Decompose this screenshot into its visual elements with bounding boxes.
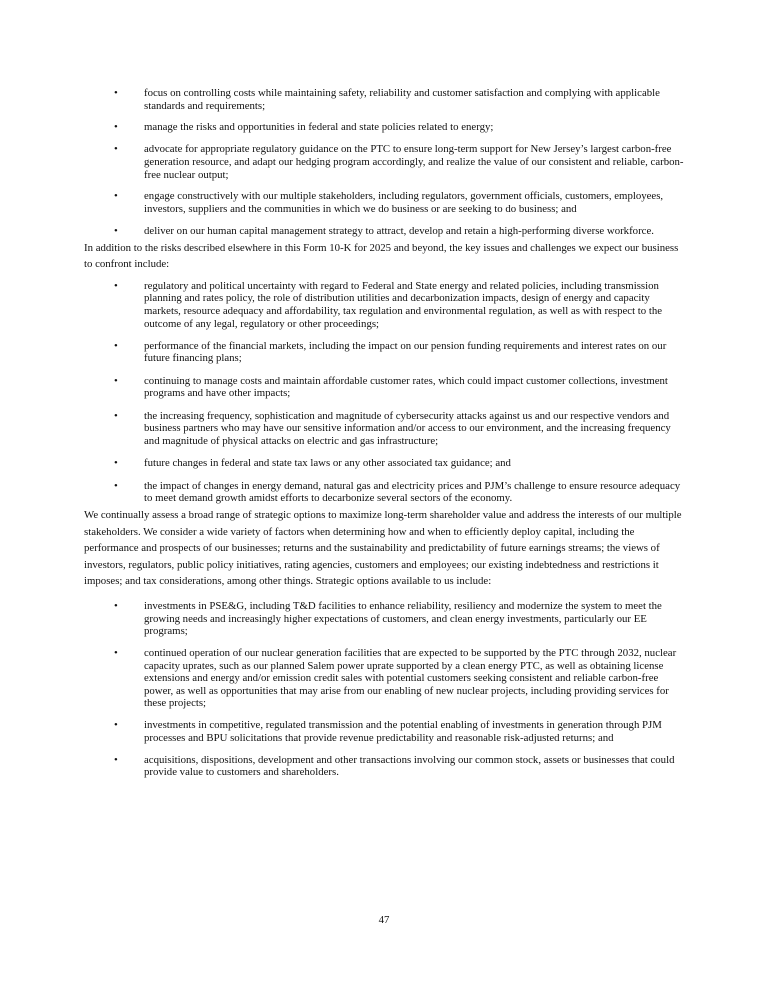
bullet-icon: • (114, 143, 118, 156)
bullet-icon: • (114, 279, 118, 292)
bullet-icon: • (114, 224, 118, 237)
paragraph-strategic-options: We continually assess a broad range of strategic options to maximize long-term shareholder value and address the interests of our multiple stakeholders. We consider a wide variety of factors when determining how and when to efficiently deploy capital, including the performance and prospects of our businesses; returns and the sustainability and predictability of future earnings streams; the views of investors, regulators, public policy initiatives, rating agencies, customers and employees; our existing indebtedness and restrictions it imposes; and tax considerations, among other things. Strategic options available to us include: (84, 509, 682, 588)
bullet-icon: • (114, 457, 118, 470)
list-item: • future changes in federal and state tax laws or any other associated tax guidance; and (114, 457, 511, 470)
bullet-icon: • (114, 87, 118, 99)
challenges-list (84, 280, 684, 505)
bullet-icon: • (114, 753, 118, 766)
list-item: • engage constructively with our multiple stakeholders, including regulators, government officials, customers, employees, investors, suppliers and the communities in which we do business or are seeking to do business; and (114, 190, 664, 216)
list-item: • continued operation of our nuclear generation facilities that are expected to be supported by the PTC through 2032, nuclear capacity uprates, such as our planned Salem power uprate supported by a clean energy PTC, as well as obtaining license extensions and energy and/or emission credit sales with potential customers seeking consistent and reliable carbon-free power, as well as opportunities that may arise from our enabling of new nuclear projects, including providing services for these projects; (114, 647, 677, 710)
bullet-icon: • (114, 374, 118, 387)
list-item: • acquisitions, dispositions, development and other transactions involving our common stock, assets or businesses that could provide value to customers and shareholders. (114, 753, 675, 779)
bullet-icon: • (114, 599, 118, 612)
strategic-options-list (84, 600, 684, 779)
paragraph-challenges-intro: In addition to the risks described elsewhere in this Form 10-K for 2025 and beyond, the key issues and challenges we expect our business to confront include: (84, 241, 679, 271)
list-item: • investments in competitive, regulated transmission and the potential enabling of investments in generation through PJM processes and BPU solicitations that provide revenue predictability and reasonable risk-adjusted returns; and (114, 719, 662, 744)
bullet-icon: • (114, 121, 118, 134)
list-item: • deliver on our human capital management strategy to attract, develop and retain a high-performing diverse workforce. (114, 224, 654, 237)
priorities-list (84, 87, 684, 238)
list-item: • the impact of changes in energy demand, natural gas and electricity prices and PJM’s challenge to ensure resource adequacy to meet demand growth amidst efforts to decarbonize several sectors of the economy. (114, 479, 681, 505)
page-number: 47 (378, 914, 390, 926)
bullet-icon: • (114, 479, 118, 492)
bullet-icon: • (114, 719, 118, 732)
list-item: • performance of the financial markets, including the impact on our pension funding requirements and interest rates on our future financing plans; (114, 339, 667, 365)
bullet-icon: • (114, 647, 118, 660)
list-item: • investments in PSE&G, including T&D facilities to enhance reliability, resiliency and modernize the system to meet the growing needs and increasingly higher expectations of customers, and clean energy investments, particularly our EE programs; (114, 599, 662, 638)
bullet-icon: • (114, 339, 118, 352)
bullet-icon: • (114, 409, 118, 422)
bullet-icon: • (114, 190, 118, 203)
list-item: • continuing to manage costs and maintain affordable customer rates, which could impact customer collections, investment programs and have other impacts; (114, 374, 668, 400)
page-content (84, 87, 684, 788)
list-item: • advocate for appropriate regulatory guidance on the PTC to ensure long-term support for New Jersey’s largest carbon-free generation resource, and adapt our hedging program accordingly, and realize the value of our consistent and reliable, carbon-free nuclear output; (114, 143, 684, 181)
list-item: • focus on controlling costs while maintaining safety, reliability and customer satisfaction and complying with applicable standards and requirements; (114, 87, 660, 112)
list-item: • manage the risks and opportunities in federal and state policies related to energy; (114, 121, 494, 134)
list-item: • the increasing frequency, sophistication and magnitude of cybersecurity attacks against us and our respective vendors and business partners who may have our sensitive information and/or access to our environment, and the increasing frequency and magnitude of physical attacks on electric and gas infrastructure; (114, 409, 671, 448)
list-item: • regulatory and political uncertainty with regard to Federal and State energy and related policies, including transmission planning and rates policy, the role of distribution utilities and decarbonization impacts, design of energy and capacity markets, resource adequacy and affordability, tax regulation and environmental regulation, as well as with respect to the outcome of any legal, regulatory or other proceedings; (114, 279, 663, 330)
